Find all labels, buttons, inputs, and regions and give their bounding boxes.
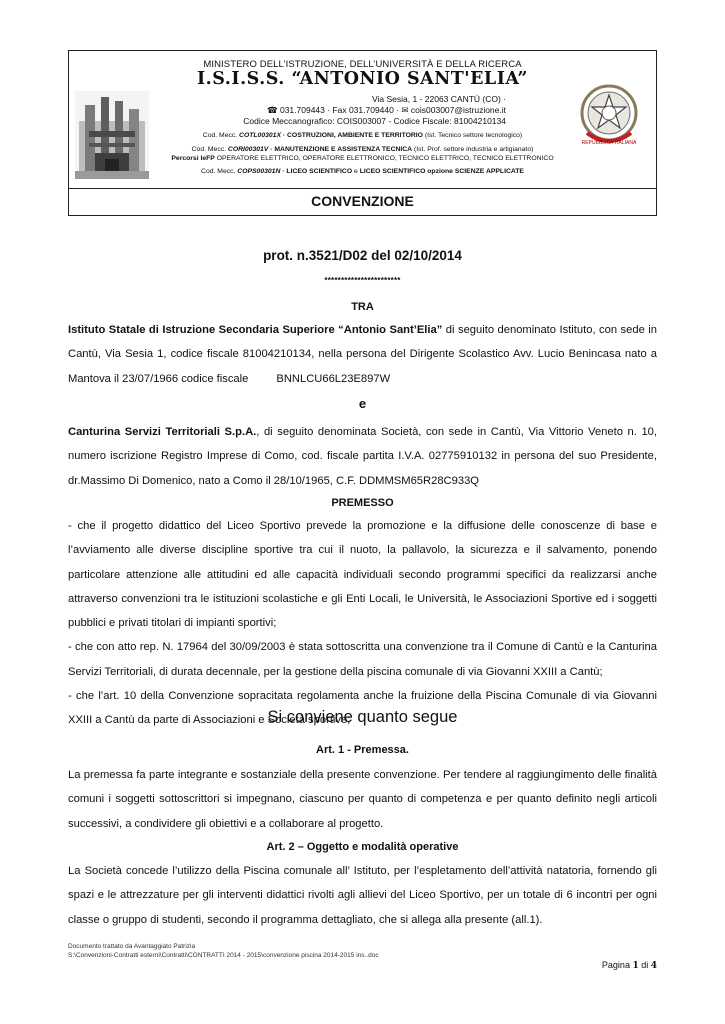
course-line-3: Percorsi IeFP OPERATORE ELETTRICO, OPERATORE ELETTRONICO, TECNICO ELETTRICO, TECNICO ELETTRONICO xyxy=(171,155,554,162)
art2-title: Art. 2 – Oggetto e modalità operative xyxy=(266,841,459,853)
art1-title: Art. 1 - Premessa. xyxy=(316,744,409,756)
ministry-name: MINISTERO DELL’ISTRUZIONE, DELL’UNIVERSITÀ E DELLA RICERCA xyxy=(203,59,522,70)
footer-file-info xyxy=(68,942,379,960)
agreement-heading: Si conviene quanto segue xyxy=(267,708,458,726)
school-contacts: ☎ 031.709443 · Fax 031.709440 · ✉ cois003007@istruzione.it xyxy=(267,105,506,115)
tra-heading: TRA xyxy=(351,301,374,313)
premesso-item: - che con atto rep. N. 17964 del 30/09/2003 è stata sottoscritta una convenzione tra il Comune di Cantù e la Canturina Servizi Territoriali, di durata decennale, per la gestione della piscina comunale di via Giovanni XXIII a Cantù; xyxy=(68,641,657,678)
footer-path: S:\Convenzioni-Contratti esterni\Contratti\CONTRATTI 2014 - 2015\convenzione piscina 2014-2015 ins..doc xyxy=(68,952,379,959)
school-address: Via Sesia, 1 - 22063 CANTÙ (CO) · xyxy=(372,94,506,104)
separator-stars: *********************** xyxy=(324,276,401,285)
school-name: I.S.I.S.S. “ANTONIO SANT'ELIA” xyxy=(197,69,528,89)
protocol-number: prot. n.3521/D02 del 02/10/2014 xyxy=(263,248,462,263)
letterhead xyxy=(68,50,657,189)
course-line-2: Cod. Mecc. CORI00301V · MANUTENZIONE E ASSISTENZA TECNICA (Ist. Prof. settore industria e artigianato) xyxy=(191,146,534,153)
emblem-ribbon-text: REPUBBLICA ITALIANA xyxy=(581,140,637,146)
premesso-list xyxy=(68,514,657,733)
premesso-item: - che l’art. 10 della Convenzione sopracitata regolamenta anche la fruizione della Piscina Comunale di via Giovanni XXIII a Cantù da parte di Associazioni e Società sportive; xyxy=(68,690,657,727)
party1-cf: BNNLCU66L23E897W xyxy=(276,372,391,385)
page-number: Pagina 1 di 4 xyxy=(601,960,657,971)
course-line-4: Cod. Mecc. COPS00301N · LICEO SCIENTIFICO e LICEO SCIENTIFICO opzione SCIENZE APPLICATE xyxy=(201,168,524,175)
party2-name: Canturina Servizi Territoriali S.p.A. xyxy=(68,426,257,438)
footer-author: Documento trattato da Avantaggiato Patrizia xyxy=(68,943,196,950)
art2-text: La Società concede l’utilizzo della Piscina comunale all’ Istituto, per l’espletamento dell’attività natatoria, fornendo gli spazi e le attrezzature per gli interventi didattici rivolti agli allievi del Liceo Sportivo, per un totale di 6 incontri per ogni classe o gruppo di studenti, secondo il programma dettagliato, che si allega alla presente (all.1). xyxy=(68,865,657,926)
document-title: CONVENZIONE xyxy=(68,188,657,216)
party1-paragraph: Istituto Statale di Istruzione Secondaria Superiore “Antonio Sant’Elia” di seguito denominato Istituto, con sede in Cantù, Via Sesia 1, codice fiscale 81004210134, nella persona del Dirigente Scolastico Avv. Lucio Benincasa nato a Mantova il 23/07/1966 codice fiscale BNNLCU66L23E897W xyxy=(68,318,657,391)
school-codes: Codice Meccanografico: COIS003007 - Codice Fiscale: 81004210134 xyxy=(243,116,506,126)
premesso-heading: PREMESSO xyxy=(331,497,394,509)
party1-name: Istituto Statale di Istruzione Secondaria Superiore “Antonio Sant’Elia” xyxy=(68,324,443,336)
course-line-1: Cod. Mecc. COTL00301X · COSTRUZIONI, AMBIENTE E TERRITORIO (Ist. Tecnico settore tecnologico) xyxy=(202,132,523,139)
premesso-item: - che il progetto didattico del Liceo Sportivo prevede la promozione e la diffusione delle conoscenze di base e l’avviamento alle diverse discipline sportive tra cui il nuoto, la pallavolo, la sicurezza e il salvamento, ponendo particolare attenzione alle attitudini ed alle capacità individuali secondo programmi specifici da realizzarsi anche attraverso convenzioni tra le istituzioni scolastiche e gli Enti Locali, le Università, le Associazioni Sportive ed i soggetti pubblici e privati titolari di impianti sportivi; xyxy=(68,520,657,630)
art1-text: La premessa fa parte integrante e sostanziale della presente convenzione. Per tendere al raggiungimento delle finalità comuni i soggetti sottoscrittori si impegnano, ciascuno per quanto di competenza e per quanto definito negli articoli successivi, a condividere gli obiettivi e a collaborare al progetto. xyxy=(68,769,657,830)
party2-paragraph: Canturina Servizi Territoriali S.p.A., di seguito denominata Società, con sede in Cantù, Via Vittorio Veneto n. 10, numero iscrizione Registro Imprese di Como, cod. fiscale partita I.V.A. 02775910132 in persona del suo Presidente, dr.Massimo Di Domenico, nato a Como il 28/10/1965, C.F. DDMMSM65R28C933Q xyxy=(68,426,657,487)
and-separator: e xyxy=(358,396,367,411)
